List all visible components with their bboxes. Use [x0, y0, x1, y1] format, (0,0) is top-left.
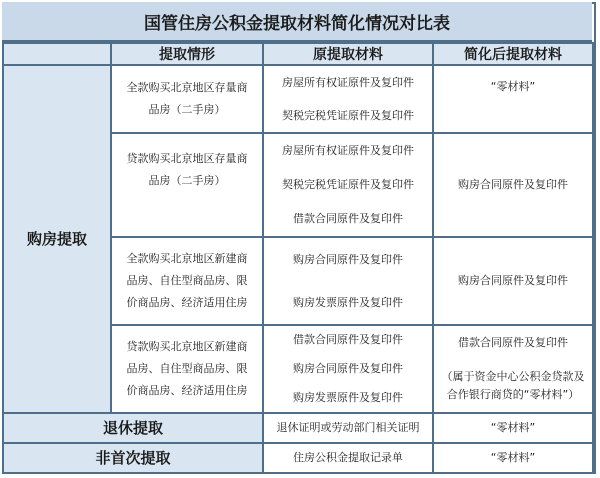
original-item: 房屋所有权证原件及复印件 [282, 144, 414, 157]
case-cell: 全款购买北京地区新建商品房、自住型商品房、限价商品房、经济适用住房 [111, 237, 263, 325]
original-item: 购房合同原件及复印件 [293, 361, 403, 375]
category-purchase: 购房提取 [3, 65, 111, 413]
simplified-item: 借款合同原件及复印件 [458, 336, 568, 349]
header-blank [3, 43, 111, 65]
original-item: 购房发票原件及复印件 [293, 390, 403, 404]
original-item: 购房合同原件及复印件 [293, 252, 403, 266]
original-item: 借款合同原件及复印件 [293, 212, 403, 225]
simplified-cell [433, 325, 593, 413]
simplified-item: 购房合同原件及复印件 [458, 274, 568, 287]
category-retire: 退休提取 [3, 413, 263, 443]
table-row [3, 443, 593, 473]
header-row [3, 43, 593, 65]
header-simplified: 简化后提取材料 [433, 43, 593, 65]
comparison-table [2, 42, 594, 474]
original-cell: 住房公积金提取记录单 [263, 443, 433, 473]
original-cell [263, 133, 433, 237]
simplified-cell: “零材料” [433, 443, 593, 473]
simplified-cell [433, 133, 593, 237]
original-cell [263, 325, 433, 413]
page-title: 国管住房公积金提取材料简化情况对比表 [2, 2, 592, 42]
simplified-cell [433, 65, 593, 133]
table-row [3, 413, 593, 443]
simplified-item: “零材料” [490, 80, 536, 93]
simplified-item: 购房合同原件及复印件 [458, 178, 568, 191]
header-original: 原提取材料 [263, 43, 433, 65]
case-cell: 全款购买北京地区存量商品房（二手房） [111, 65, 263, 133]
simplified-cell: “零材料” [433, 413, 593, 443]
simplified-note: （属于资金中心公积金贷款及合作银行商贷的“零材料”） [441, 370, 585, 401]
original-item: 房屋所有权证原件及复印件 [282, 75, 414, 89]
original-cell [263, 237, 433, 325]
original-item: 契税完税凭证原件及复印件 [282, 178, 414, 191]
original-cell [263, 65, 433, 133]
table-row [3, 65, 593, 133]
header-case: 提取情形 [111, 43, 263, 65]
category-non-first: 非首次提取 [3, 443, 263, 473]
original-item: 契税完税凭证原件及复印件 [282, 108, 414, 122]
original-cell: 退休证明或劳动部门相关证明 [263, 413, 433, 443]
case-cell: 贷款购买北京地区存量商品房（二手房） [111, 133, 263, 237]
case-cell: 贷款购买北京地区新建商品房、自住型商品房、限价商品房、经济适用住房 [111, 325, 263, 413]
original-item: 借款合同原件及复印件 [293, 333, 403, 347]
simplified-cell [433, 237, 593, 325]
original-item: 购房发票原件及复印件 [293, 295, 403, 309]
